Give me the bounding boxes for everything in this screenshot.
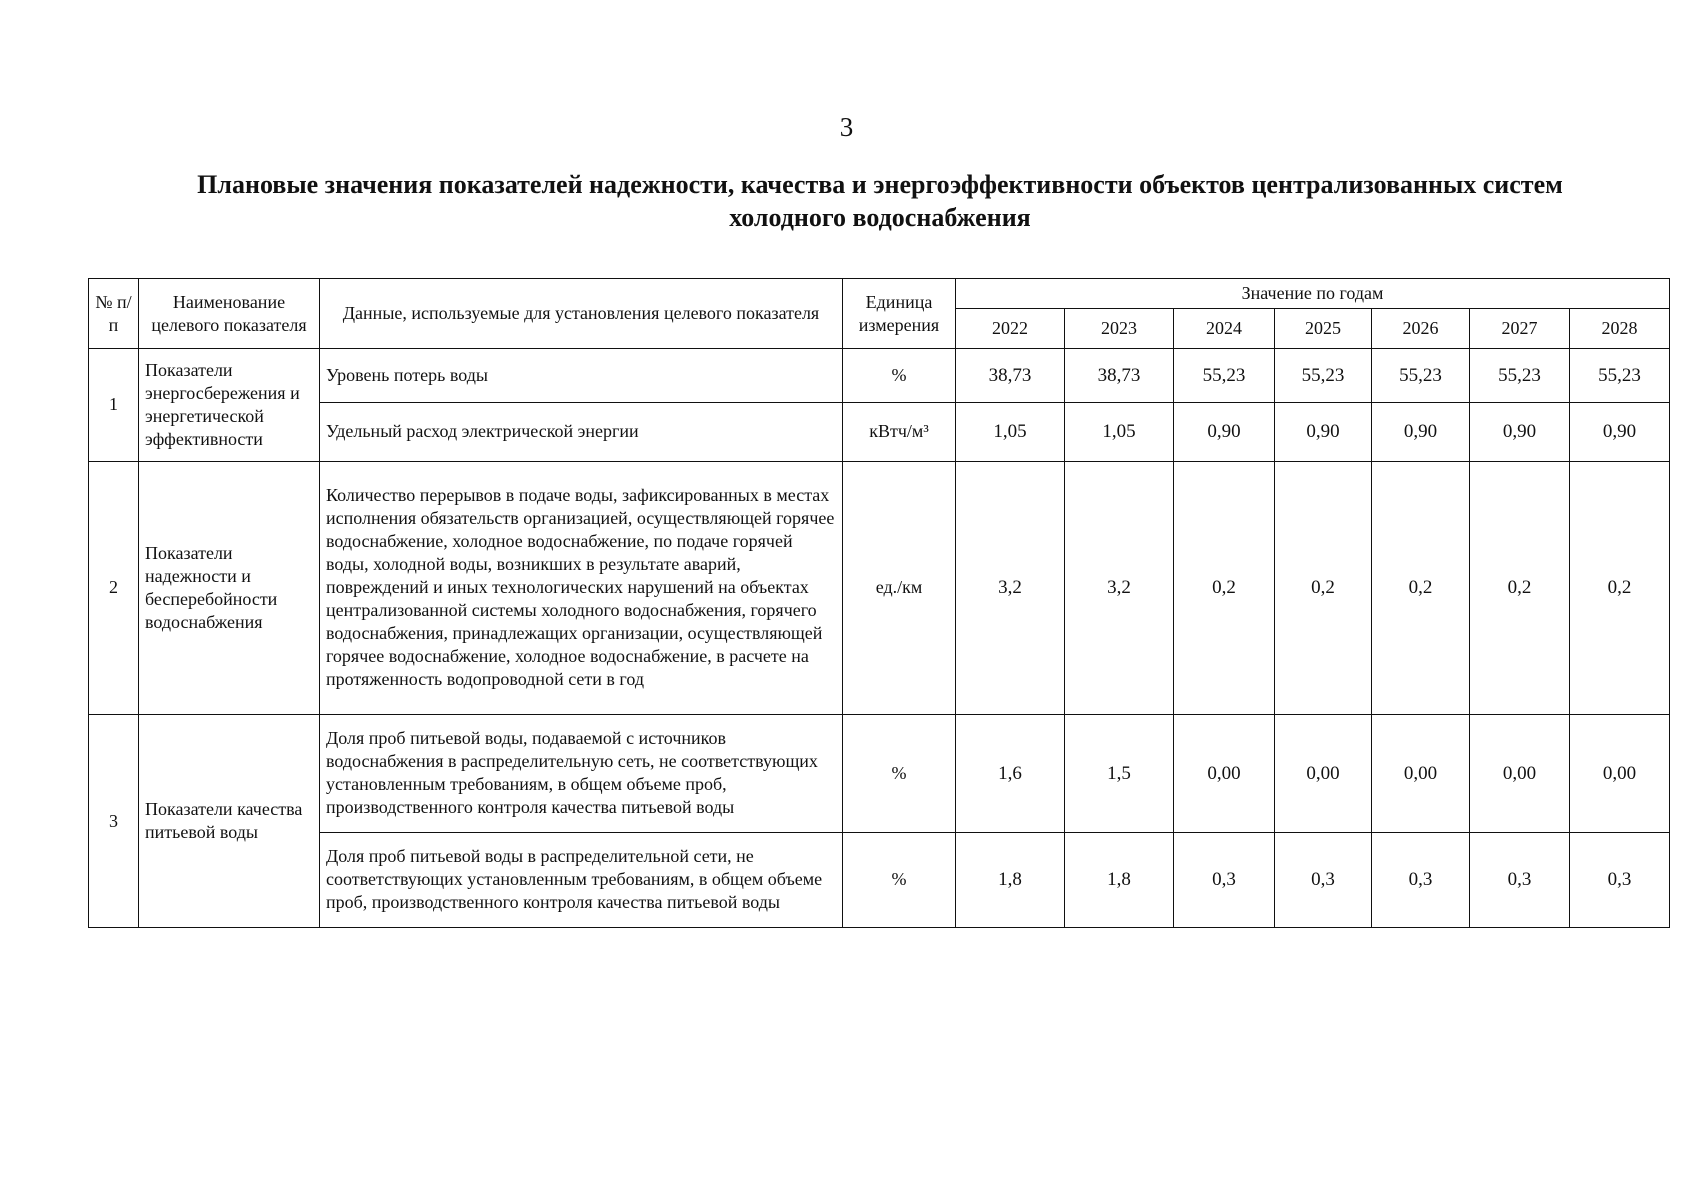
value-cell: 3,2 — [1065, 461, 1174, 715]
value-cell: 0,00 — [1470, 715, 1570, 832]
indicator-name: Показатели качества питьевой воды — [139, 715, 320, 928]
indicator-data: Удельный расход электрической энергии — [320, 403, 843, 461]
unit-cell: % — [843, 715, 956, 832]
indicator-data: Доля проб питьевой воды, подаваемой с источников водоснабжения в распределительную сеть, не соответствующих установленным требованиям, в общем объеме проб, производственного контроля качества питьевой воды — [320, 715, 843, 832]
header-year: 2025 — [1275, 309, 1372, 349]
row-number: 3 — [89, 715, 139, 928]
value-cell: 0,90 — [1174, 403, 1275, 461]
value-cell: 0,90 — [1372, 403, 1470, 461]
indicators-table — [88, 278, 1670, 928]
unit-cell: кВтч/м³ — [843, 403, 956, 461]
value-cell: 0,90 — [1470, 403, 1570, 461]
value-cell: 0,00 — [1570, 715, 1670, 832]
value-cell: 0,2 — [1470, 461, 1570, 715]
value-cell: 55,23 — [1275, 349, 1372, 403]
indicator-data: Количество перерывов в подаче воды, зафиксированных в местах исполнения обязательств организацией, осуществляющей горячее водоснабжение, холодное водоснабжение, по подаче горячей воды, холодной воды, возникших в результате аварий, повреждений и иных технологических нарушений на объектах централизованной системы холодного водоснабжения, горячего водоснабжения, принадлежащих организации, осуществляющей горячее водоснабжение, холодное водоснабжение, в расчете на протяженность водопроводной сети в год — [320, 461, 843, 715]
value-cell: 1,8 — [1065, 832, 1174, 927]
header-year: 2027 — [1470, 309, 1570, 349]
row-number: 2 — [89, 461, 139, 715]
title-line-1: Плановые значения показателей надежности, качества и энергоэффективности объектов централизованных систем — [197, 170, 1563, 199]
value-cell: 0,3 — [1372, 832, 1470, 927]
value-cell: 0,2 — [1174, 461, 1275, 715]
header-unit: Единица измерения — [843, 279, 956, 349]
value-cell: 0,00 — [1275, 715, 1372, 832]
value-cell: 55,23 — [1570, 349, 1670, 403]
title-line-2: холодного водоснабжения — [729, 203, 1031, 232]
value-cell: 1,05 — [956, 403, 1065, 461]
header-year: 2028 — [1570, 309, 1670, 349]
header-row-1 — [89, 279, 1670, 309]
document-title — [110, 168, 1650, 234]
value-cell: 0,3 — [1275, 832, 1372, 927]
value-cell: 3,2 — [956, 461, 1065, 715]
table-row — [89, 832, 1670, 927]
value-cell: 0,3 — [1174, 832, 1275, 927]
unit-cell: ед./км — [843, 461, 956, 715]
value-cell: 55,23 — [1470, 349, 1570, 403]
value-cell: 0,3 — [1470, 832, 1570, 927]
header-year: 2022 — [956, 309, 1065, 349]
table-row — [89, 461, 1670, 715]
page-number: 3 — [839, 112, 854, 142]
value-cell: 0,90 — [1275, 403, 1372, 461]
value-cell: 1,8 — [956, 832, 1065, 927]
header-year: 2024 — [1174, 309, 1275, 349]
header-num: № п/п — [89, 279, 139, 349]
value-cell: 38,73 — [956, 349, 1065, 403]
table-row — [89, 349, 1670, 403]
value-cell: 0,2 — [1275, 461, 1372, 715]
value-cell: 1,05 — [1065, 403, 1174, 461]
header-data: Данные, используемые для установления целевого показателя — [320, 279, 843, 349]
table-row — [89, 403, 1670, 461]
indicator-name: Показатели надежности и бесперебойности водоснабжения — [139, 461, 320, 715]
value-cell: 1,6 — [956, 715, 1065, 832]
header-year: 2026 — [1372, 309, 1470, 349]
value-cell: 0,3 — [1570, 832, 1670, 927]
indicator-data: Доля проб питьевой воды в распределительной сети, не соответствующих установленным требованиям, в общем объеме проб, производственного контроля качества питьевой воды — [320, 832, 843, 927]
value-cell: 0,90 — [1570, 403, 1670, 461]
header-year: 2023 — [1065, 309, 1174, 349]
value-cell: 38,73 — [1065, 349, 1174, 403]
value-cell: 1,5 — [1065, 715, 1174, 832]
indicator-data: Уровень потерь воды — [320, 349, 843, 403]
value-cell: 0,2 — [1372, 461, 1470, 715]
unit-cell: % — [843, 349, 956, 403]
value-cell: 55,23 — [1174, 349, 1275, 403]
value-cell: 55,23 — [1372, 349, 1470, 403]
value-cell: 0,00 — [1174, 715, 1275, 832]
unit-cell: % — [843, 832, 956, 927]
header-years-group: Значение по годам — [956, 279, 1670, 309]
row-number: 1 — [89, 349, 139, 461]
value-cell: 0,2 — [1570, 461, 1670, 715]
indicator-name: Показатели энергосбережения и энергетической эффективности — [139, 349, 320, 461]
header-name: Наименование целевого показателя — [139, 279, 320, 349]
value-cell: 0,00 — [1372, 715, 1470, 832]
table-row — [89, 715, 1670, 832]
